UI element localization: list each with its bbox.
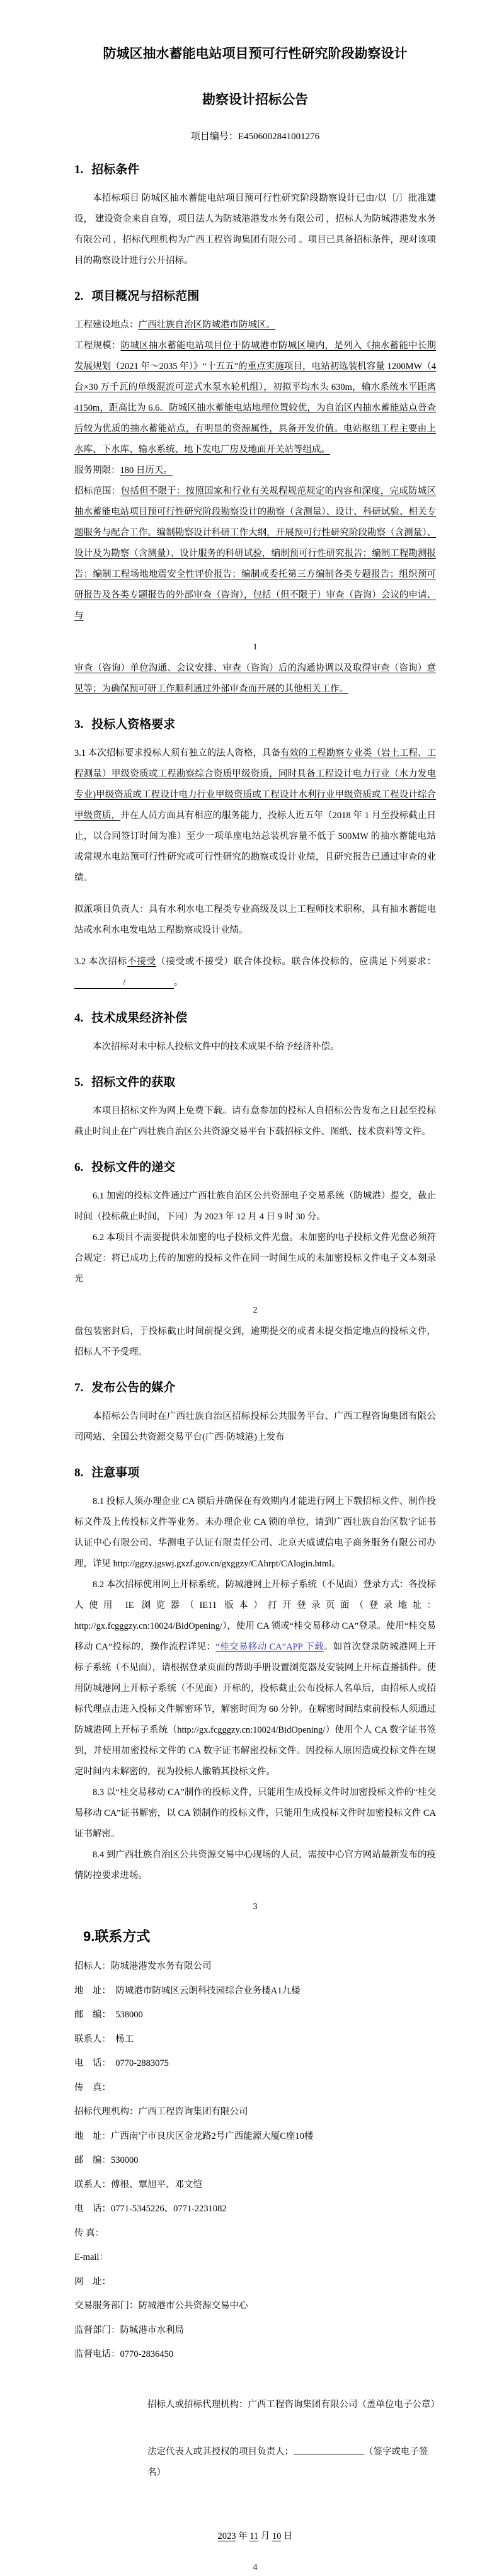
contact-agency-email: E-mail：	[74, 2252, 108, 2262]
para-compensation: 本次招标对未中标人投标文件中的技术成果不给予经济补偿。	[93, 1042, 340, 1052]
section-1-number: 1.	[74, 163, 84, 176]
section-1-title: 招标条件	[91, 163, 140, 176]
qualification-experience: 并在人员方面具有相应的服务能力，投标人近五年（2018 年 1 月至投标截止日止，以合同签订时间为准）至少一项单座电站总装机容量不低于 500MW 的抽水蓄能电站或常规水电站预可行性研究或可行性研究的勘察或设计业绩，且研究报告已通过审查的业绩。	[74, 811, 437, 883]
para-notice-8-4: 8.4 到广西壮族自治区公共资源交易中心现场的人员，需按中心官方网站最新发布的疫情防控要求进场。	[74, 1850, 436, 1881]
para-project-leader-requirement: 拟派项目负责人：具有水利水电工程类专业高级及以上工程师技术职称，具有抽水蓄能电站或水利水电发电站工程勘察或设计业绩。	[74, 904, 436, 935]
section-5-title: 招标文件的获取	[91, 1076, 176, 1089]
jv-not-accepted: 不接受	[127, 957, 156, 967]
project-number-value: E4506002841001276	[238, 132, 320, 142]
section-7-title: 发布公告的媒介	[91, 1381, 176, 1394]
document-subtitle: 勘察设计招标公告	[202, 92, 308, 107]
date-month: 11	[249, 2531, 259, 2541]
para-notice-8-2	[74, 1575, 436, 1782]
contact-agency-website: 网 址：	[74, 2276, 111, 2287]
date-day-unit: 日	[281, 2531, 293, 2541]
project-location-value: 广西壮族自治区防城港市防城区。	[138, 320, 275, 330]
contact-agency: 招标代理机构：广西工程咨询集团有限公司	[74, 2107, 248, 2117]
page-number-2: 2	[253, 1306, 258, 1315]
section-2-number: 2.	[74, 290, 84, 303]
section-8-number: 8.	[74, 1466, 84, 1479]
section-1-heading	[74, 159, 436, 180]
section-8-title: 注意事项	[91, 1466, 140, 1479]
mobile-ca-app-download-link[interactable]: “桂交易移动 CA”APP 下载	[215, 1642, 324, 1652]
para-submission-6-2: 6.2 本项目不需要提供未加密的电子投标文件光盘。未加密的电子投标文件光盘必须符合规定：将已成功上传的加密的投标文件在同一时间生成的未加密投标文件电子文本刻录光	[74, 1233, 436, 1284]
section-4-number: 4.	[74, 1012, 84, 1025]
section-4-title: 技术成果经济补偿	[91, 1012, 188, 1025]
project-number	[74, 128, 436, 145]
para-bidding-conditions: 本招标项目 防城区抽水蓄能电站项目预可行性研究阶段勘察设计已由/以〔/〕批准建设， 建设资金来自自筹，项目法人为防城港港发水务有限公司 ，招标人为防城港港发水务有限公司 ，招标代理机构为广西工程咨询集团有限公司 。项目已具备招标条件，现对该项目的勘察设计进行公开招标。	[74, 193, 436, 266]
para-joint-venture-3-2	[74, 952, 436, 993]
jv-requirement-slash: /	[122, 977, 126, 988]
section-8-heading	[74, 1462, 436, 1483]
para-submission-6-2-continued: 盘包装密封后，于投标截止时间前提交到，逾期提交的或者未提交指定地点的投标文件，招标人不予受理。	[74, 1326, 436, 1357]
jv-period: 。	[174, 977, 183, 988]
contact-tenderer-fax: 传 真：	[74, 2082, 111, 2093]
para-service-period	[74, 460, 436, 481]
bid-scope-value-continued: 审查（咨询）单位沟通、会议安排、审查（咨询）后的沟通协调以及取得审查（咨询）意见等；为确保预可研工作顺利通过外部审查而开展的其他相关工作。	[74, 663, 436, 694]
contact-supervision-dept: 监督部门：防城港市水利局	[74, 2325, 184, 2335]
announcement-date	[74, 2526, 436, 2547]
contact-supervision-phone: 监督电话：0770-2836450	[74, 2349, 174, 2359]
document-title: 防城区抽水蓄能电站项目预可行性研究阶段勘察设计	[103, 46, 408, 61]
para-submission-6-1: 6.1 加密的投标文件通过广西壮族自治区公共资源电子交易系统（防城港）提交，截止时间（投标截止时间，下同）为 2023 年 12 月 4 日 9 时 30 分。	[74, 1191, 436, 1222]
signature-representative-tail: （签字或电子签名）	[147, 2446, 428, 2478]
para-qualification-3-1	[74, 743, 436, 889]
page-number-4: 4	[253, 2562, 258, 2572]
section-7-number: 7.	[74, 1381, 84, 1394]
para-notice-8-3: 8.3 以“桂交易移动 CA”制作的投标文件，只能用生成投标文件时加密投标文件的“桂交易移动 CA”证书解密，以 CA 锁制作的投标文件，只能用生成投标文件时加密投标文件 CA 证书解密。	[74, 1787, 436, 1839]
jv-intro: 3.2 本次招标	[74, 957, 127, 967]
section-5-heading	[74, 1072, 436, 1093]
contact-tenderer-phone: 电 话： 0770-2883075	[74, 2058, 169, 2068]
section-2-title: 项目概况与招标范围	[91, 290, 200, 303]
contact-agency-fax: 传 真：	[74, 2228, 105, 2238]
notice-8-2-after-link: 。如首次登录防城港网上开标子系统（不见面），请根据登录页面的帮助手册设置浏览器及安装网上开标直播插件。使用防城港网上开标子系统（不见面）开标的，投标截止公布投标人名单后，由招标人或招标代理点击进入投标文件解密环节，解密时间为 60 分钟。在解密时间结束前投标人须通过防城港网上开标子系统（http://gx.fcgggzy.cn:10024/BidOpening/）使用个人 CA 数字证书签到，并使用加密投标文件的 CA 数字证书解密投标文件。因投标人原因造成投标文件在规定时间内未解密的，视为投标人撤销其投标文件。	[74, 1642, 437, 1777]
section-9-heading: 9.联系方式	[83, 1929, 151, 1944]
signature-representative-line	[74, 2442, 436, 2483]
notice-8-2-before-link: 8.2 本次招标使用网上开标系统。防城港网上开标子系统（不见面）登录方式：各投标人使用 IE 浏览器（IE11 版本）打开登录页面（登录地址：http://gx.fcgggzy.cn:10024/BidOpening/），使用 CA 锁或“桂交易移动 CA”登录。使用“桂交易移动 CA”投标的，操作流程详见：	[74, 1580, 436, 1652]
section-6-title: 投标文件的递交	[91, 1161, 176, 1174]
contact-tenderer-address: 地 址： 防城港市防城区云朗科技园综合业务楼A1九楼	[74, 1985, 301, 1996]
date-year-unit: 年	[236, 2531, 250, 2541]
jv-requirement-blank	[74, 977, 174, 989]
para-project-scale	[74, 336, 436, 460]
contact-tenderer: 招标人：防城港港发水务有限公司	[74, 1961, 212, 1971]
section-6-heading	[74, 1157, 436, 1178]
para-notice-8-1: 8.1 投标人须办理企业 CA 锁后并确保在有效期内才能进行网上下载招标文件、制作投标文件及上传投标文件等业务。未办理企业 CA 锁的单位，请到广西壮族自治区数字证书认证中心有限公司、华测电子认证有限责任公司、北京天威诚信电子商务服务有限公司办理，详见 http://ggzy.jgswj.gxzf.gov.cn/gxggzy/CAhrpt/CAlogin.html。	[74, 1496, 436, 1569]
contact-agency-address: 地 址：广西南宁市良庆区金龙路2号广西能源大厦C座10楼	[74, 2131, 314, 2141]
qualification-intro: 3.1 本次招标要求投标人须有独立的法人资格，具备	[74, 748, 280, 758]
project-scale-value: 防城区抽水蓄能电站项目位于防城港市防城区境内，是列入《抽水蓄能中长期发展规划（2021 年～2035 年）》“十五五”的重点实施项目，电站初选装机容量 1200MW（4 台×30 万千瓦的单级混流可逆式水泵水轮机组），初拟平均水头 630m，输水系统水平距离 4150m，距高比为 6.6。防城区抽水蓄能电站地理位置较优，为自治区内抽水蓄能站点普查后较为优质的抽水蓄能站点，有明显的资源属性，具备开发价值。电站枢纽工程主要由上水库、下水库、输水系统、地下发电厂房及地面开关站等组成。	[74, 341, 437, 455]
contact-tenderer-person: 联系人： 杨工	[74, 2034, 134, 2044]
project-scale-label: 工程规模：	[74, 341, 121, 351]
qualification-required-credentials: 有效的工程勘察专业类（岩土工程、工程测量）甲级资质或工程勘察综合资质甲级资质，同时具备工程设计电力行业（水力发电专业)甲级资质或工程设计电力行业甲级资质或工程设计水利行业甲级资质或工程设计综合甲级资质，	[74, 748, 437, 821]
bid-scope-label: 招标范围：	[74, 486, 121, 496]
contact-trade-service-dept: 交易服务部门：防城港市公共资源交易中心	[74, 2301, 248, 2311]
para-announcement-media: 本招标公告同时在广西壮族自治区招标投标公共服务平台、广西工程咨询集团有限公司网站、全国公共资源交易平台(广西·防城港)上发布	[74, 1411, 436, 1442]
bid-scope-value: 包括但不限于：按照国家和行业有关规程规范规定的内容和深度，完成防城区抽水蓄能电站项目预可行性研究阶段勘察设计的勘察（含测量）、设计、科研试验、相关专题服务与配合工作。编制勘察设计科研工作大纲，开展预可行性研究阶段勘察（含测量）、设计及为勘察（含测量）、设计服务的科研试验，编制预可行性研究报告；编制工程勘测报告；编制工程场地地震安全性评价报告；编制或委托第三方编制各类专题报告；组织预可研报告及各类专题报告的外部审查（咨询），包括（但不限于）审查（咨询）会议的申请、与	[74, 486, 437, 621]
signature-blank	[294, 2444, 364, 2454]
date-day: 10	[272, 2531, 282, 2541]
contact-agency-person: 联系人：傅根、覃旭平、邓文恺	[74, 2179, 202, 2190]
contact-agency-postcode: 邮 编：530000	[74, 2155, 139, 2165]
para-document-acquisition: 本项目招标文件为网上免费下载。请有意参加的投标人自招标公告发布之日起至投标截止时间止在广西壮族自治区公共资源交易平台下载招标文件、图纸、技术资料等文件。	[74, 1106, 436, 1137]
contact-agency-phone: 电 话：0771-5345226、0771-2231082	[74, 2204, 227, 2214]
jv-requirement-text: （接受或不接受）联合体投标。联合体投标的，应满足下列要求：	[156, 957, 437, 967]
section-2-heading	[74, 286, 436, 307]
section-4-heading	[74, 1008, 436, 1029]
section-3-heading	[74, 714, 436, 735]
para-bid-scope-continued	[74, 658, 436, 700]
date-year: 2023	[217, 2531, 236, 2541]
para-bid-scope	[74, 481, 436, 627]
section-7-heading	[74, 1377, 436, 1398]
section-5-number: 5.	[74, 1076, 84, 1089]
para-project-location	[74, 315, 436, 336]
signature-agency-line: 招标人或招标代理机构：广西工程咨询集团有限公司（盖单位电子公章）	[147, 2399, 440, 2410]
contact-tenderer-postcode: 邮 编： 538000	[74, 2010, 143, 2020]
service-period-label: 服务期限：	[74, 465, 120, 476]
section-6-number: 6.	[74, 1161, 84, 1174]
date-month-unit: 月	[258, 2531, 272, 2541]
page-number-3: 3	[253, 1902, 258, 1912]
signature-representative-label: 法定代表人或其授权的项目负责人：	[147, 2446, 294, 2457]
section-3-number: 3.	[74, 718, 84, 731]
project-location-label: 工程建设地点：	[74, 320, 139, 330]
service-period-value: 180 日历天。	[120, 465, 173, 476]
section-3-title: 投标人资格要求	[91, 718, 176, 731]
project-number-label: 项目编号：	[190, 132, 238, 142]
page-number-1: 1	[253, 642, 258, 652]
